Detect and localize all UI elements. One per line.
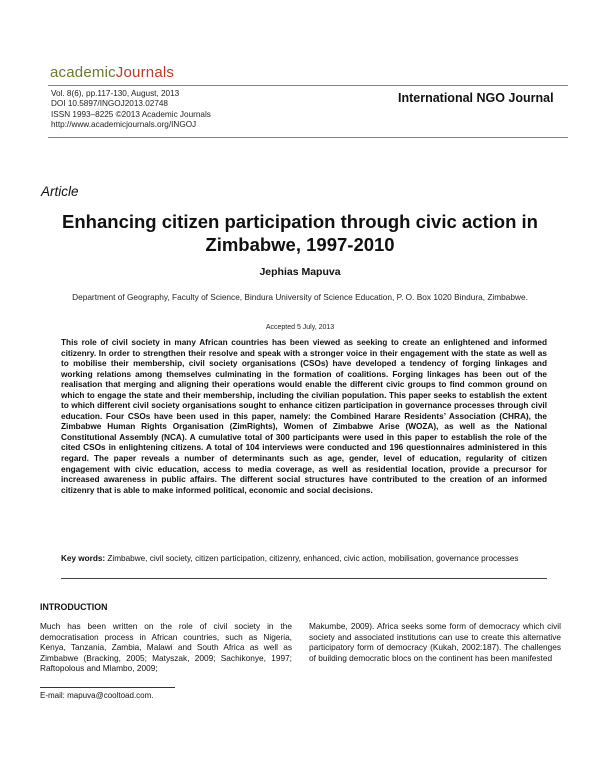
keywords-text: Zimbabwe, civil society, citizen participation, citizenry, enhanced, civic action, mobilisation, governance processes — [105, 554, 519, 563]
accepted-date: Accepted 5 July, 2013 — [265, 324, 335, 331]
section-heading-introduction: INTRODUCTION — [40, 602, 108, 612]
logo-part-journals: Journals — [115, 64, 175, 81]
author-name: Jephias Mapuva — [259, 266, 341, 278]
footnote-divider — [40, 687, 175, 688]
intro-column-left: Much has been written on the role of civil society in the democratisation process in African countries, such as Nigeria, Kenya, Tanzania, Zambia, Malawi and South Africa as well as Zimbabwe (Bracking, 2005; Matyszak, 2009; Sachikonye, 1997; Raftopolous and Mlambo, 2009; — [40, 621, 292, 674]
article-type-label: Article — [41, 184, 79, 199]
intro-column-right: Makumbe, 2009). Africa seeks some form of democracy which civil society and associated institutions can use to create this alternative participatory form of democracy (Kukah, 2002:187). The challenges of building democratic blocs on the continent has been manifested — [309, 621, 561, 663]
author-affiliation: Department of Geography, Faculty of Science, Bindura University of Science Education, P. O. Box 1020 Bindura, Zimbabwe. — [72, 292, 528, 302]
volume-line: Vol. 8(6), pp.117-130, August, 2013 — [51, 89, 180, 98]
keywords-label: Key words: — [61, 554, 106, 563]
logo-part-academic: academic — [50, 64, 116, 81]
journal-url-link[interactable]: http://www.academicjournals.org/INGOJ — [51, 120, 197, 130]
header-rule-bottom — [48, 137, 568, 138]
publisher-logo — [50, 64, 174, 81]
abstract: This role of civil society in many African countries has been viewed as seeking to create an enlightened and informed citizenry. In order to strengthen their resolve and speak with a stronger voice in their engagement with the state as well as to mobilise their membership, civil society organisations (CSOs) have developed a tendency of forging linkages and working relations among themselves culminating in the formation of coalitions. Forging linkages has been out of the realisation that merging and aligning their operations would enable the different civic groups to find common ground on which to engage the state and their membership, including the civilian population. This paper seeks to establish the extent to which different civil society organisations sought to enhance citizen participation in governance processes through civil education. Four CSOs have been used in this paper, namely: the Combined Harare Residents’ Association (CHRA), the Zimbabwe Human Rights Organisation (ZimRights), Women of Zimbabwe Arise (WOZA), as well as the National Constitutional Assembly (NCA). A cumulative total of 300 participants were used in this paper to establish the role of the cited CSOs in enlightening citizens. A total of 104 interviews were conducted and 196 questionnaires administered in this regard. The paper reveals a number of determinants such as age, gender, level of education, regularity of citizen engagement with civic education, access to media coverage, as well as residential location, provide a precursor for increased awareness in public affairs. The different social structures have contributed to the creation of an informed citizenry that is able to make informed political, economic and social decisions. — [61, 338, 547, 495]
keywords-divider — [61, 578, 547, 579]
issn-line: ISSN 1993–8225 ©2013 Academic Journals — [51, 109, 211, 119]
keywords — [61, 554, 547, 565]
journal-metadata — [51, 89, 211, 131]
author-email[interactable]: E-mail: mapuva@cooltoad.com. — [40, 691, 154, 700]
doi-line[interactable]: DOI 10.5897/INGOJ2013.02748 — [51, 99, 168, 109]
header-rule-top — [48, 85, 568, 86]
paper-title: Enhancing citizen participation through civic action in Zimbabwe, 1997-2010 — [62, 211, 538, 255]
journal-name: International NGO Journal — [398, 91, 554, 105]
